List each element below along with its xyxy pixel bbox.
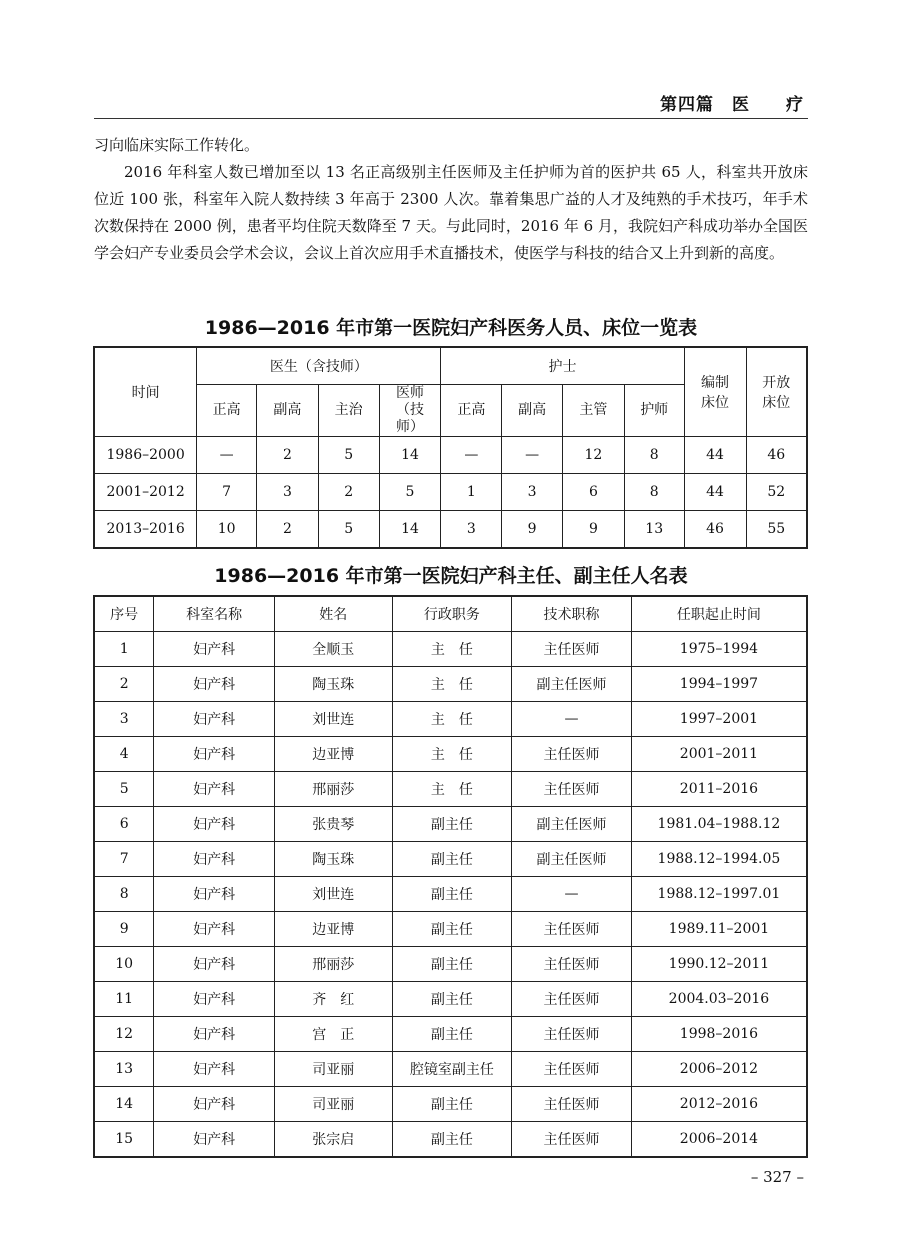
table-cell: 妇产科 (154, 1017, 275, 1052)
table-cell: 妇产科 (154, 947, 275, 982)
table-cell: 邢丽莎 (274, 947, 392, 982)
table-cell: 46 (746, 437, 807, 474)
table-row (94, 1122, 807, 1158)
body-text (94, 132, 808, 267)
table-row (94, 947, 807, 982)
table-cell: 15 (94, 1122, 154, 1158)
table-cell: 1 (441, 474, 502, 511)
header-cell: 副高 (502, 385, 563, 437)
table-cell: 副主任医师 (512, 667, 632, 702)
table-cell: 主任医师 (512, 772, 632, 807)
table-cell: 1998–2016 (631, 1017, 807, 1052)
table-cell: 腔镜室副主任 (392, 1052, 512, 1087)
paragraph: 习向临床实际工作转化。 (94, 136, 260, 154)
table-cell: — (512, 702, 632, 737)
header-cell: 护士 (441, 347, 684, 385)
table-cell: 2 (257, 511, 319, 549)
table-cell: 10 (197, 511, 257, 549)
table-row (94, 1017, 807, 1052)
header-cell: 技术职称 (512, 596, 632, 632)
table-cell: 9 (563, 511, 625, 549)
table-cell: 12 (563, 437, 625, 474)
table-cell: 2012–2016 (631, 1087, 807, 1122)
table-cell: 妇产科 (154, 1122, 275, 1158)
table-cell: 2001–2012 (94, 474, 197, 511)
table-cell: 邢丽莎 (274, 772, 392, 807)
directors-table (93, 595, 808, 1158)
table-row (94, 842, 807, 877)
staff-beds-table (93, 346, 808, 549)
table-row (94, 912, 807, 947)
header-cell: 时间 (94, 347, 197, 437)
table-cell: 2 (257, 437, 319, 474)
table-cell: 2 (94, 667, 154, 702)
table-cell: — (197, 437, 257, 474)
table-cell: 主 任 (392, 737, 512, 772)
table-cell: 1997–2001 (631, 702, 807, 737)
table-cell: 3 (502, 474, 563, 511)
table-cell: 2006–2014 (631, 1122, 807, 1158)
table-cell: 陶玉珠 (274, 667, 392, 702)
table-cell: 52 (746, 474, 807, 511)
table-cell: 主任医师 (512, 737, 632, 772)
table-cell: 44 (684, 437, 746, 474)
table-cell: 齐 红 (274, 982, 392, 1017)
table-cell: 13 (624, 511, 684, 549)
table-row (94, 737, 807, 772)
table-cell: 主任医师 (512, 1017, 632, 1052)
table-cell: 司亚丽 (274, 1087, 392, 1122)
table2-title: 1986—2016 年市第一医院妇产科主任、副主任人名表 (214, 565, 688, 587)
table-cell: 3 (94, 702, 154, 737)
table-cell: 副主任 (392, 947, 512, 982)
table-row (94, 511, 807, 549)
table-cell: 5 (94, 772, 154, 807)
table-cell: 主 任 (392, 632, 512, 667)
table-cell: 9 (94, 912, 154, 947)
table-row (94, 807, 807, 842)
table1-title: 1986—2016 年市第一医院妇产科医务人员、床位一览表 (204, 317, 698, 339)
table-cell: 边亚博 (274, 737, 392, 772)
header-cell: 主管 (563, 385, 625, 437)
table-cell: 1975–1994 (631, 632, 807, 667)
table-cell: 副主任医师 (512, 807, 632, 842)
table-cell: 4 (94, 737, 154, 772)
table-cell: 妇产科 (154, 807, 275, 842)
table-cell: 主任医师 (512, 632, 632, 667)
table-cell: 3 (441, 511, 502, 549)
header-cell: 护师 (624, 385, 684, 437)
header-cell: 正高 (441, 385, 502, 437)
table-cell: 2004.03–2016 (631, 982, 807, 1017)
table-cell: 2006–2012 (631, 1052, 807, 1087)
header-cell: 编制床位 (684, 347, 746, 437)
table-row (94, 632, 807, 667)
table-cell: 妇产科 (154, 1052, 275, 1087)
table-header-row (94, 347, 807, 385)
table-cell: 副主任 (392, 877, 512, 912)
table-header-row (94, 596, 807, 632)
table-cell: 14 (379, 511, 441, 549)
table-cell: 副主任 (392, 807, 512, 842)
table-row (94, 772, 807, 807)
table-cell: 副主任 (392, 1087, 512, 1122)
table-row (94, 1087, 807, 1122)
table-cell: 全顺玉 (274, 632, 392, 667)
table-cell: 主 任 (392, 702, 512, 737)
table-cell: 2013–2016 (94, 511, 197, 549)
table-cell: 5 (318, 437, 379, 474)
header-cell: 科室名称 (154, 596, 275, 632)
table-cell: 主任医师 (512, 1122, 632, 1158)
table-row (94, 877, 807, 912)
table-cell: 7 (94, 842, 154, 877)
table-cell: 副主任 (392, 982, 512, 1017)
table-cell: 妇产科 (154, 982, 275, 1017)
section-title: 第四篇 医 疗 (660, 95, 804, 115)
table-cell: 张贵琴 (274, 807, 392, 842)
table-cell: 8 (624, 437, 684, 474)
table-cell: 44 (684, 474, 746, 511)
table-cell: 司亚丽 (274, 1052, 392, 1087)
table-row (94, 982, 807, 1017)
table-cell: 妇产科 (154, 702, 275, 737)
table-cell: 张宗启 (274, 1122, 392, 1158)
table-cell: 妇产科 (154, 737, 275, 772)
table-row (94, 702, 807, 737)
table-cell: 14 (379, 437, 441, 474)
table-cell: 12 (94, 1017, 154, 1052)
table-cell: — (502, 437, 563, 474)
page-header (94, 84, 808, 119)
table-cell: 6 (563, 474, 625, 511)
table-cell: 主 任 (392, 772, 512, 807)
table-cell: 1990.12–2011 (631, 947, 807, 982)
header-cell: 医生（含技师） (197, 347, 441, 385)
table-cell: 妇产科 (154, 1087, 275, 1122)
table-cell: 妇产科 (154, 667, 275, 702)
header-cell: 开放床位 (746, 347, 807, 437)
paragraph: 2016 年科室人数已增加至以 13 名正高级别主任医师及主任护师为首的医护共 65 人，科室共开放床位近 100 张，科室年入院人数持续 3 年高于 2300 人次。靠着集思广益的人才及纯熟的手术技巧，年手术次数保持在 2000 例，患者平均住院天数降至 7 天。与此同时，2016 年 6 月，我院妇产科成功举办全国医学会妇产专业委员会学术会议，会议上首次应用手术直播技术，使医学与科技的结合又上升到新的高度。 (94, 163, 808, 262)
header-cell: 序号 (94, 596, 154, 632)
table-cell: 1994–1997 (631, 667, 807, 702)
table-cell: 主任医师 (512, 1087, 632, 1122)
table-cell: 11 (94, 982, 154, 1017)
table-cell: 副主任 (392, 1122, 512, 1158)
table-cell: 1988.12–1997.01 (631, 877, 807, 912)
table-cell: 刘世连 (274, 877, 392, 912)
table-cell: 2001–2011 (631, 737, 807, 772)
table-cell: 5 (318, 511, 379, 549)
table-cell: 主任医师 (512, 912, 632, 947)
table-cell: 1988.12–1994.05 (631, 842, 807, 877)
table-cell: 妇产科 (154, 912, 275, 947)
table-cell: 副主任 (392, 1017, 512, 1052)
table-cell: 46 (684, 511, 746, 549)
table-cell: 边亚博 (274, 912, 392, 947)
table-cell: 副主任 (392, 912, 512, 947)
table-cell: 副主任 (392, 842, 512, 877)
table-row (94, 437, 807, 474)
table-cell: 副主任医师 (512, 842, 632, 877)
table-row (94, 667, 807, 702)
table-cell: 宫 正 (274, 1017, 392, 1052)
table-cell: 9 (502, 511, 563, 549)
table-cell: 2 (318, 474, 379, 511)
table-cell: 6 (94, 807, 154, 842)
header-cell: 任职起止时间 (631, 596, 807, 632)
table-cell: 妇产科 (154, 842, 275, 877)
table-cell: 1989.11–2001 (631, 912, 807, 947)
table-cell: 主任医师 (512, 982, 632, 1017)
page-number: – 327 – (750, 1168, 804, 1186)
table-cell: 5 (379, 474, 441, 511)
header-cell: 副高 (257, 385, 319, 437)
table-cell: 55 (746, 511, 807, 549)
table-cell: 刘世连 (274, 702, 392, 737)
table-cell: 妇产科 (154, 772, 275, 807)
table-cell: 10 (94, 947, 154, 982)
table-cell: 主任医师 (512, 1052, 632, 1087)
table-cell: 8 (94, 877, 154, 912)
table-cell: 妇产科 (154, 877, 275, 912)
table-cell: 1981.04–1988.12 (631, 807, 807, 842)
table-cell: 13 (94, 1052, 154, 1087)
table-cell: 8 (624, 474, 684, 511)
header-cell: 姓名 (274, 596, 392, 632)
table-cell: 陶玉珠 (274, 842, 392, 877)
table-cell: — (441, 437, 502, 474)
table-row (94, 1052, 807, 1087)
table-cell: 7 (197, 474, 257, 511)
table-cell: 妇产科 (154, 632, 275, 667)
header-cell: 医师（技师） (379, 385, 441, 437)
header-cell: 正高 (197, 385, 257, 437)
table-cell: 主 任 (392, 667, 512, 702)
header-cell: 行政职务 (392, 596, 512, 632)
header-cell: 主治 (318, 385, 379, 437)
table-cell: 1 (94, 632, 154, 667)
table-cell: 2011–2016 (631, 772, 807, 807)
table-row (94, 474, 807, 511)
table-cell: 14 (94, 1087, 154, 1122)
table-cell: 3 (257, 474, 319, 511)
table-cell: 主任医师 (512, 947, 632, 982)
table-cell: — (512, 877, 632, 912)
table-cell: 1986–2000 (94, 437, 197, 474)
